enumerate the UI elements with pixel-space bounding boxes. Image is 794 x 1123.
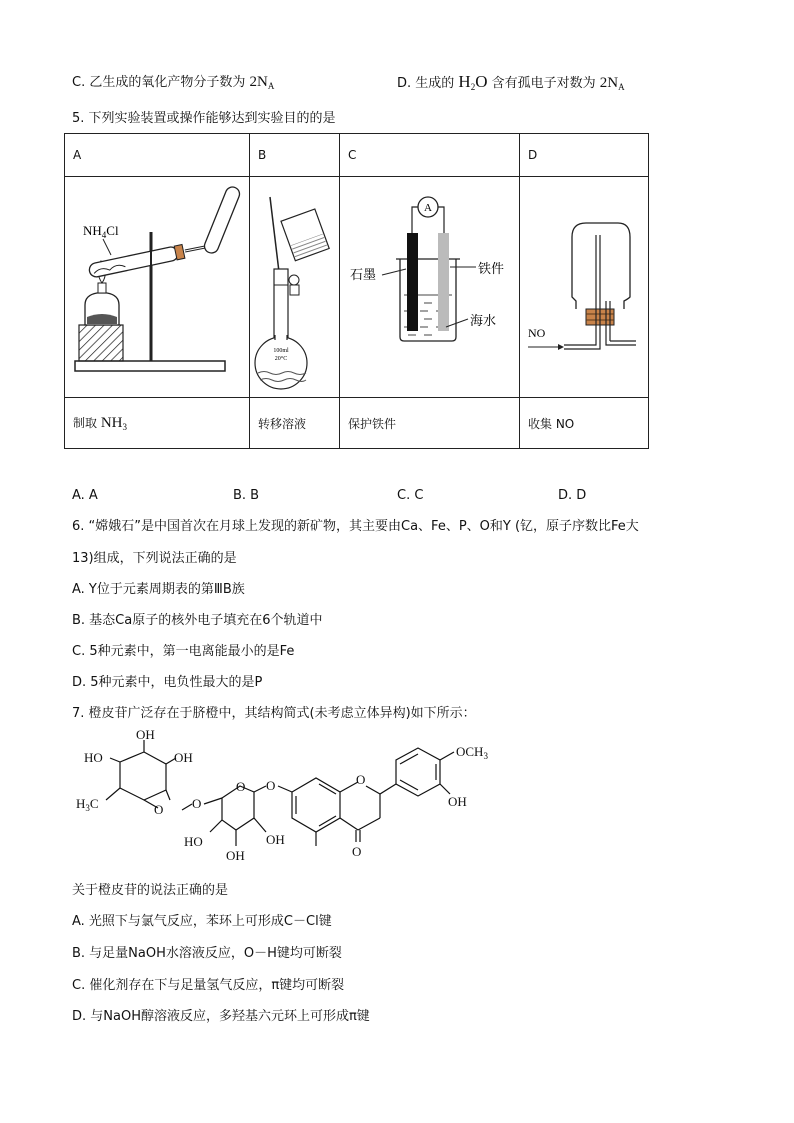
q5-header-b: B <box>250 134 340 177</box>
figure-d-gas-bottle <box>520 177 649 398</box>
graphite-electrode <box>407 233 418 331</box>
label-o1: O <box>154 802 164 817</box>
label-ho-bottom: HO <box>184 834 203 849</box>
label-no: NO <box>528 326 546 340</box>
q7-option-d[interactable]: D. 与NaOH醇溶液反应，多羟基六元环上可形成π键 <box>72 1009 370 1024</box>
label-oh-bottom2: OH <box>266 832 285 847</box>
q5-option-a[interactable]: A. A <box>72 488 98 503</box>
label-och3: $OCH_3$ <box>456 744 488 761</box>
q6-option-a[interactable]: A. Y位于元素周期表的第ⅢB族 <box>72 582 245 597</box>
q5-option-d[interactable]: D. D <box>558 488 587 503</box>
q5-header-a: A <box>65 134 250 177</box>
label-nh4cl: $NH_4Cl$ <box>83 223 119 240</box>
label-graphite: 石墨 <box>350 268 377 283</box>
q5-header-c: C <box>340 134 520 177</box>
q7-question: 关于橙皮苷的说法正确的是 <box>72 883 229 898</box>
q4-option-d-water: $H_2O$ <box>458 72 488 92</box>
label-oh-top: OH <box>136 728 155 742</box>
hesperidin-structure <box>70 728 490 874</box>
label-o2: O <box>192 796 202 811</box>
q6-option-d[interactable]: D. 5种元素中，电负性最大的是P <box>72 675 263 690</box>
q5-figure-row <box>65 177 649 398</box>
q5-caption-b: 转移溶液 <box>250 398 340 449</box>
q5-option-c[interactable]: C. C <box>397 488 424 503</box>
label-oh-phenol: OH <box>448 794 467 809</box>
q5-header-row <box>65 134 649 177</box>
q5-caption-a: 制取 $NH_3$ <box>65 398 250 449</box>
q6-stem-line1: 6. “嫦娥石”是中国首次在月球上发现的新矿物，其主要由Ca、Fe、P、O和Y (钇，原子序数比Fe大 <box>72 519 639 534</box>
label-o4: O <box>266 778 276 793</box>
figure-a-nh3-apparatus <box>65 177 250 398</box>
q5-stem: 5. 下列实验装置或操作能够达到实验目的的是 <box>72 111 336 126</box>
label-ho-left: HO <box>84 750 103 765</box>
figure-c-electrochemical-cell <box>340 177 520 398</box>
q4-option-d-formula: $2N_A$ <box>599 75 625 92</box>
label-iron: 铁件 <box>478 262 505 277</box>
q5-header-d: D <box>520 134 649 177</box>
figure-b-volumetric-flask <box>250 177 340 398</box>
label-oh-right: OH <box>174 750 193 765</box>
q6-option-b[interactable]: B. 基态Ca原子的核外电子填充在6个轨道中 <box>72 613 323 628</box>
q5-caption-row <box>65 398 649 449</box>
q4-option-d: D. 生成的 $H_2O$ 含有孤电子对数为 $2N_A$ <box>397 72 625 92</box>
q7-option-b[interactable]: B. 与足量NaOH水溶液反应，O－H键均可断裂 <box>72 946 342 961</box>
label-seawater: 海水 <box>470 314 497 329</box>
q5-caption-c: 保护铁件 <box>340 398 520 449</box>
label-carbonyl-o: O <box>352 844 362 859</box>
label-h3c: $H_3C$ <box>76 796 99 813</box>
label-oh-bottom1: OH <box>226 848 245 863</box>
iron-electrode <box>438 233 449 331</box>
q4-option-c-formula: $2N_A$ <box>249 74 275 91</box>
label-o3: O <box>236 779 246 794</box>
q5-table <box>64 133 649 449</box>
q7-option-c[interactable]: C. 催化剂存在下与足量氢气反应，π键均可断裂 <box>72 978 345 993</box>
q5-caption-d: 收集 NO <box>520 398 649 449</box>
label-flask-volume: 100ml <box>273 348 289 354</box>
q4-option-c: C. 乙生成的氧化产物分子数为 $2N_A$ <box>72 74 275 91</box>
label-o5: O <box>356 772 366 787</box>
q5-option-b[interactable]: B. B <box>233 488 260 503</box>
q7-stem: 7. 橙皮苷广泛存在于脐橙中，其结构简式(未考虑立体异构)如下所示： <box>72 706 476 721</box>
label-flask-temp: 20°C <box>274 356 288 362</box>
q6-stem-line2: 13)组成，下列说法正确的是 <box>72 551 237 566</box>
q7-option-a[interactable]: A. 光照下与氯气反应，苯环上可形成C－Cl键 <box>72 914 332 929</box>
ammeter-icon: A <box>424 202 432 214</box>
q6-option-c[interactable]: C. 5种元素中，第一电离能最小的是Fe <box>72 644 295 659</box>
